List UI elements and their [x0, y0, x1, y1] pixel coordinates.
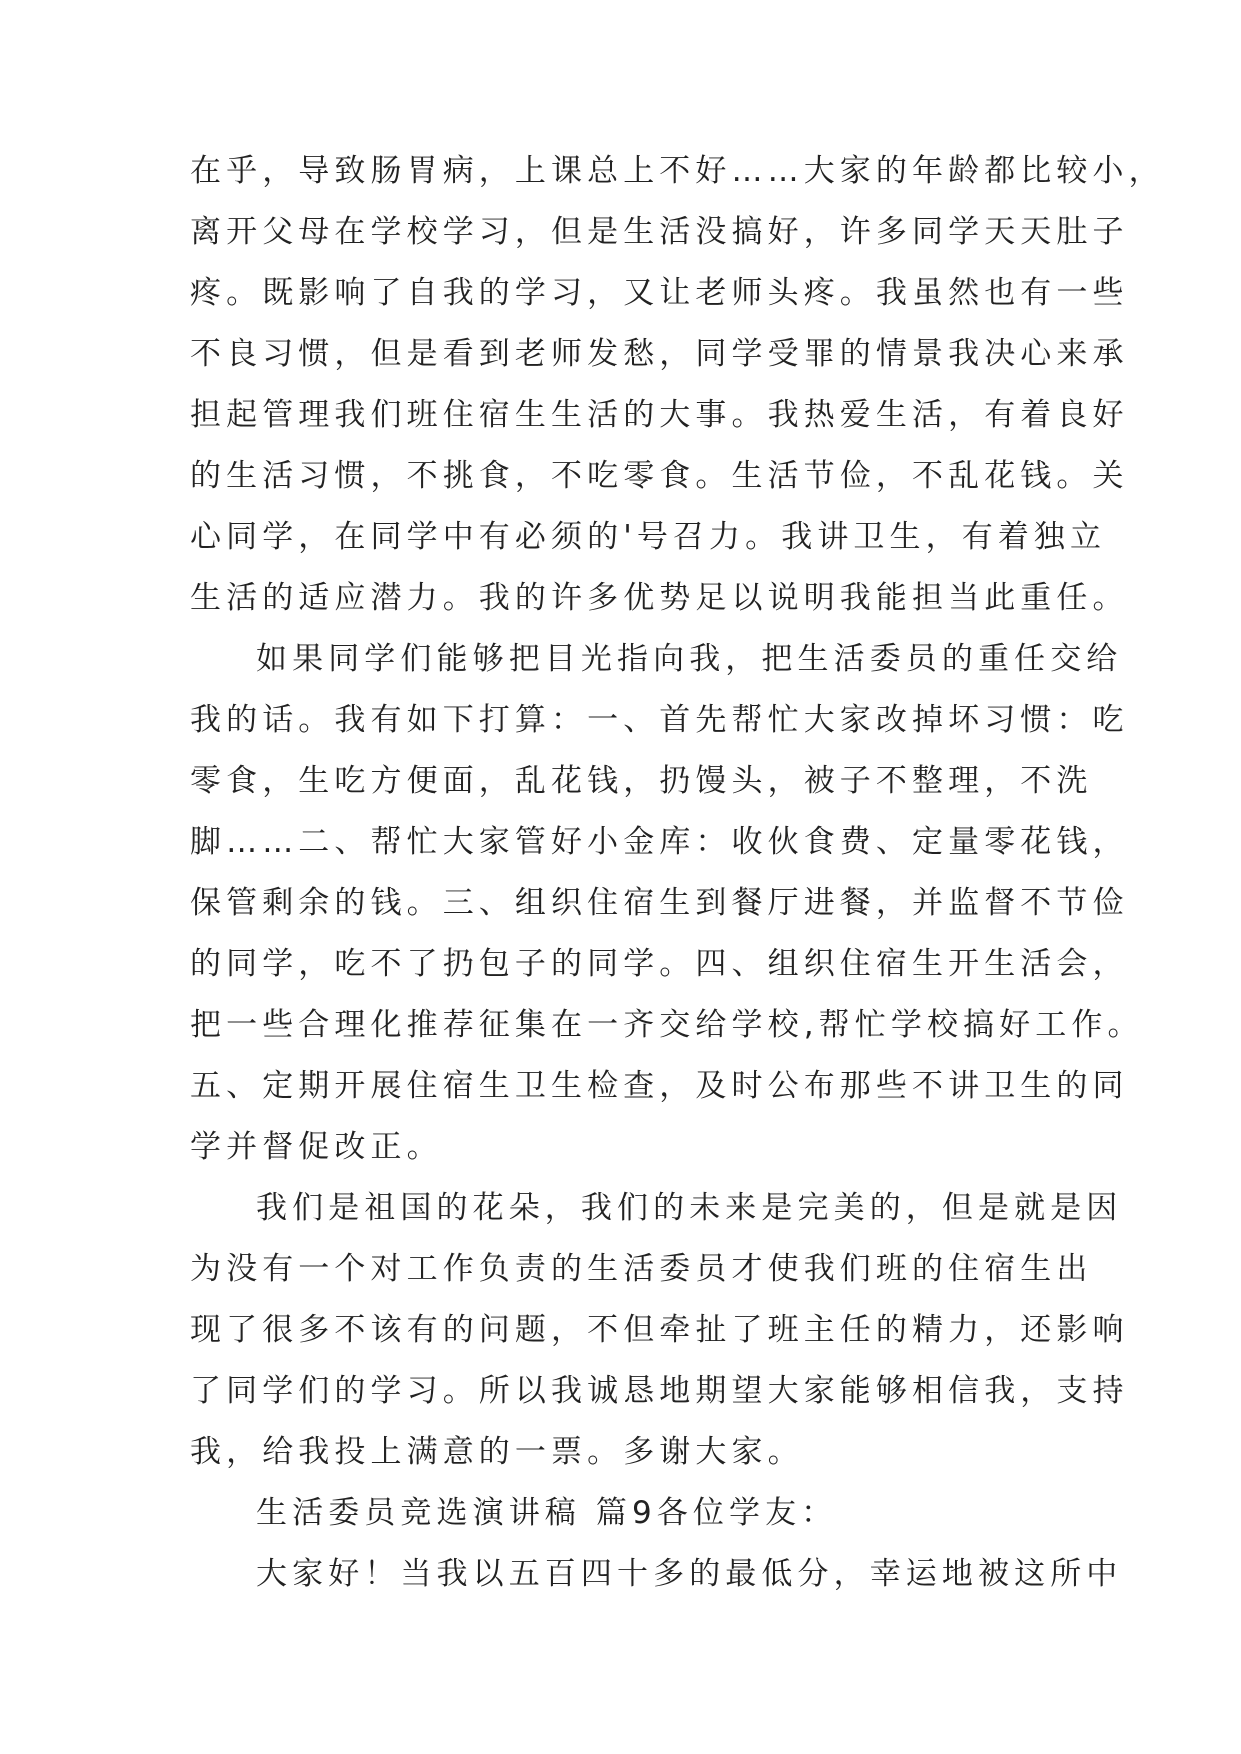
- text-line: 保管剩余的钱。三、组织住宿生到餐厅进餐，并监督不节俭: [190, 885, 1129, 921]
- text-line: 担起管理我们班住宿生生活的大事。我热爱生活，有着良好: [190, 397, 1129, 433]
- text-line: 现了很多不该有的问题，不但牵扯了班主任的精力，还影响: [190, 1312, 1129, 1348]
- paragraph-start-line: 大家好！当我以五百四十多的最低分，幸运地被这所中: [256, 1556, 1123, 1592]
- text-line: 不良习惯，但是看到老师发愁，同学受罪的情景我决心来承: [190, 336, 1129, 372]
- text-line: 疼。既影响了自我的学习，又让老师头疼。我虽然也有一些: [190, 275, 1129, 311]
- text-line: 零食，生吃方便面，乱花钱，扔馒头，被子不整理，不洗: [190, 763, 1093, 799]
- text-line: 离开父母在学校学习，但是生活没搞好，许多同学天天肚子: [190, 214, 1129, 250]
- section-heading-line: 生活委员竞选演讲稿 篇9各位学友：: [256, 1495, 838, 1531]
- text-line: 学并督促改正。: [190, 1129, 443, 1165]
- text-line: 我，给我投上满意的一票。多谢大家。: [190, 1434, 804, 1470]
- text-line: 我的话。我有如下打算：一、首先帮忙大家改掉坏习惯：吃: [190, 702, 1129, 738]
- text-line: 的生活习惯，不挑食，不吃零食。生活节俭，不乱花钱。关: [190, 458, 1129, 494]
- text-line: 为没有一个对工作负责的生活委员才使我们班的住宿生出: [190, 1251, 1093, 1287]
- paragraph-start-line: 如果同学们能够把目光指向我，把生活委员的重任交给: [256, 641, 1123, 677]
- text-line: 的同学，吃不了扔包子的同学。四、组织住宿生开生活会，: [190, 946, 1129, 982]
- text-line: 把一些合理化推荐征集在一齐交给学校,帮忙学校搞好工作。: [190, 1007, 1144, 1043]
- text-line: 生活的适应潜力。我的许多优势足以说明我能担当此重任。: [190, 580, 1129, 616]
- text-line: 五、定期开展住宿生卫生检查，及时公布那些不讲卫生的同: [190, 1068, 1129, 1104]
- paragraph-start-line: 我们是祖国的花朵，我们的未来是完美的，但是就是因: [256, 1190, 1123, 1226]
- text-line: 了同学们的学习。所以我诚恳地期望大家能够相信我，支持: [190, 1373, 1129, 1409]
- text-line: 心同学，在同学中有必须的'号召力。我讲卫生，有着独立: [190, 519, 1107, 555]
- text-line: 脚……二、帮忙大家管好小金库：收伙食费、定量零花钱，: [190, 824, 1129, 860]
- text-line: 在乎，导致肠胃病，上课总上不好……大家的年龄都比较小，: [190, 153, 1165, 189]
